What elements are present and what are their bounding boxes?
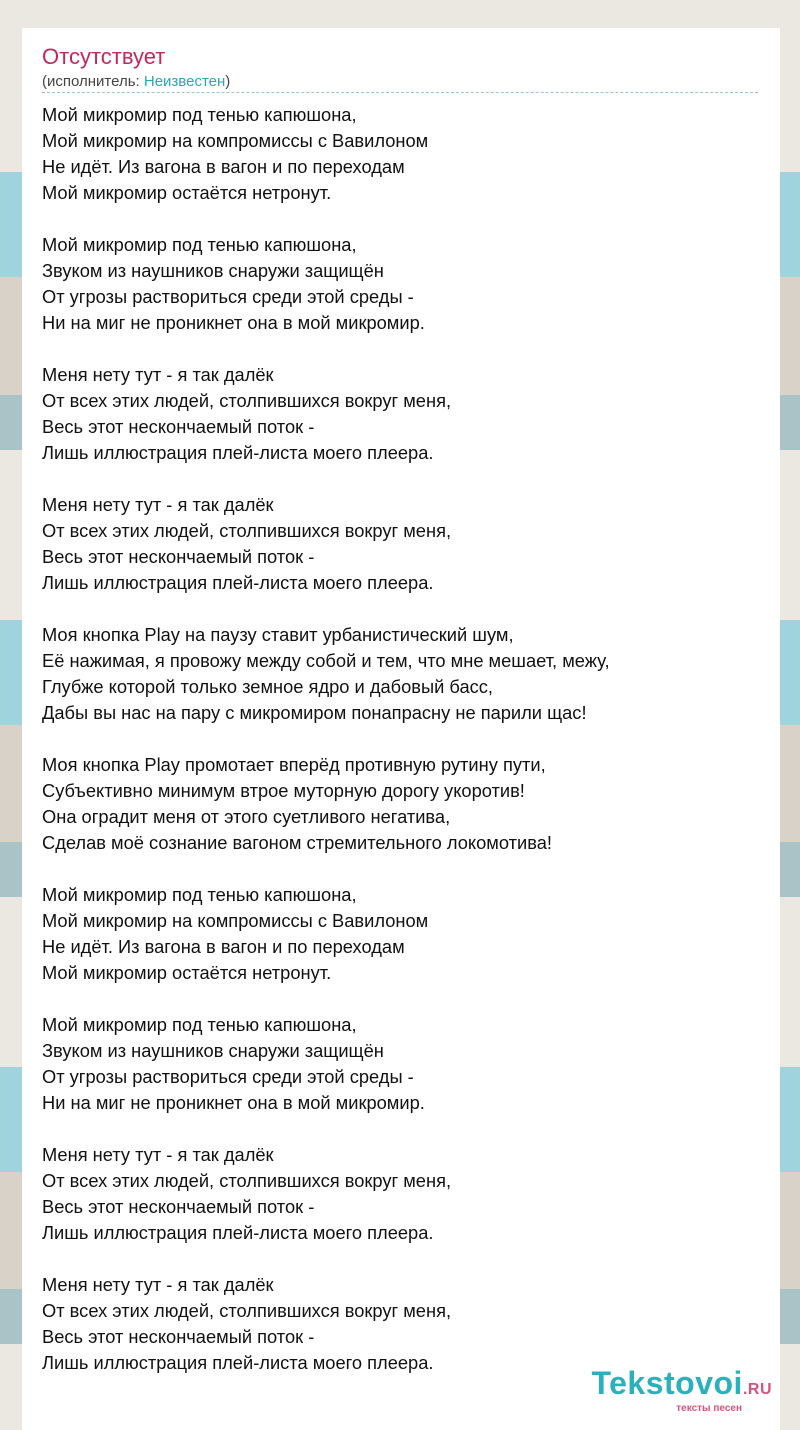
lyric-line: Глубже которой только земное ядро и дабовый басс, — [42, 676, 494, 697]
lyrics-stanza — [42, 492, 762, 596]
lyric-line: Мой микромир под тенью капюшона, — [42, 234, 357, 255]
lyric-line: Мой микромир под тенью капюшона, — [42, 104, 357, 125]
lyrics-stanza — [42, 232, 762, 336]
lyric-line: Не идёт. Из вагона в вагон и по переходам — [42, 936, 405, 957]
lyrics-stanza — [42, 622, 762, 726]
lyric-line: Звуком из наушников снаружи защищён — [42, 1040, 384, 1061]
artist-link[interactable]: Неизвестен — [143, 73, 226, 90]
lyric-line: Лишь иллюстрация плей-листа моего плеера. — [42, 442, 434, 463]
lyric-line: Дабы вы нас на пару с микромиром понапрасну не парили щас! — [42, 702, 587, 723]
lyrics-stanza — [42, 362, 762, 466]
lyric-line: Меня нету тут - я так далёк — [42, 364, 274, 385]
lyric-line: Весь этот нескончаемый поток - — [42, 1196, 315, 1217]
lyric-line: Ни на миг не проникнет она в мой микромир. — [42, 1092, 425, 1113]
lyrics-stanza — [42, 1272, 762, 1376]
lyric-line: Мой микромир остаётся нетронут. — [42, 182, 332, 203]
artist-prefix: (исполнитель: — [42, 73, 144, 90]
lyrics-stanza — [42, 1142, 762, 1246]
lyric-line: Мой микромир остаётся нетронут. — [42, 962, 332, 983]
lyric-line: Моя кнопка Play промотает вперёд противную рутину пути, — [42, 754, 546, 775]
lyric-line: Лишь иллюстрация плей-листа моего плеера. — [42, 1352, 434, 1373]
artist-line — [42, 73, 230, 91]
lyric-line: Мой микромир на компромиссы с Вавилоном — [42, 130, 429, 151]
lyric-line: Лишь иллюстрация плей-листа моего плеера. — [42, 572, 434, 593]
lyric-line: Меня нету тут - я так далёк — [42, 1144, 274, 1165]
lyric-line: От угрозы раствориться среди этой среды - — [42, 286, 414, 307]
lyric-line: От всех этих людей, столпившихся вокруг меня, — [42, 1170, 452, 1191]
lyrics-stanza — [42, 1012, 762, 1116]
lyrics-stanza — [42, 882, 762, 986]
logo-tld: .RU — [742, 1381, 772, 1398]
header-divider — [42, 92, 758, 93]
lyric-line: Меня нету тут - я так далёк — [42, 1274, 274, 1295]
lyrics-card — [22, 28, 780, 1430]
lyric-line: Меня нету тут - я так далёк — [42, 494, 274, 515]
artist-suffix: ) — [225, 73, 231, 90]
lyric-line: Мой микромир на компромиссы с Вавилоном — [42, 910, 429, 931]
lyric-line: Весь этот нескончаемый поток - — [42, 1326, 315, 1347]
lyric-line: Ни на миг не проникнет она в мой микромир. — [42, 312, 425, 333]
lyrics-stanza — [42, 102, 762, 206]
lyrics-stanza — [42, 752, 762, 856]
lyric-line: От всех этих людей, столпившихся вокруг меня, — [42, 390, 452, 411]
lyric-line: Мой микромир под тенью капюшона, — [42, 884, 357, 905]
lyric-line: От всех этих людей, столпившихся вокруг меня, — [42, 1300, 452, 1321]
lyric-line: Субъективно минимум втрое муторную дорогу укоротив! — [42, 780, 525, 801]
lyric-line: Весь этот нескончаемый поток - — [42, 546, 315, 567]
song-title: Отсутствует — [42, 44, 166, 69]
logo-tagline: тексты песен — [676, 1403, 742, 1414]
lyric-line: Не идёт. Из вагона в вагон и по переходам — [42, 156, 405, 177]
lyric-line: Сделав моё сознание вагоном стремительного локомотива! — [42, 832, 552, 853]
lyric-line: Весь этот нескончаемый поток - — [42, 416, 315, 437]
lyric-line: Её нажимая, я провожу между собой и тем, что мне мешает, межу, — [42, 650, 610, 671]
logo-name: Tekstovoi — [591, 1365, 743, 1401]
lyrics-body — [42, 102, 762, 1402]
lyric-line: Лишь иллюстрация плей-листа моего плеера. — [42, 1222, 434, 1243]
lyric-line: Она оградит меня от этого суетливого негатива, — [42, 806, 451, 827]
site-logo[interactable] — [591, 1366, 772, 1414]
lyric-line: От всех этих людей, столпившихся вокруг меня, — [42, 520, 452, 541]
lyric-line: Моя кнопка Play на паузу ставит урбанистический шум, — [42, 624, 514, 645]
lyric-line: Мой микромир под тенью капюшона, — [42, 1014, 357, 1035]
lyric-line: От угрозы раствориться среди этой среды - — [42, 1066, 414, 1087]
lyric-line: Звуком из наушников снаружи защищён — [42, 260, 384, 281]
